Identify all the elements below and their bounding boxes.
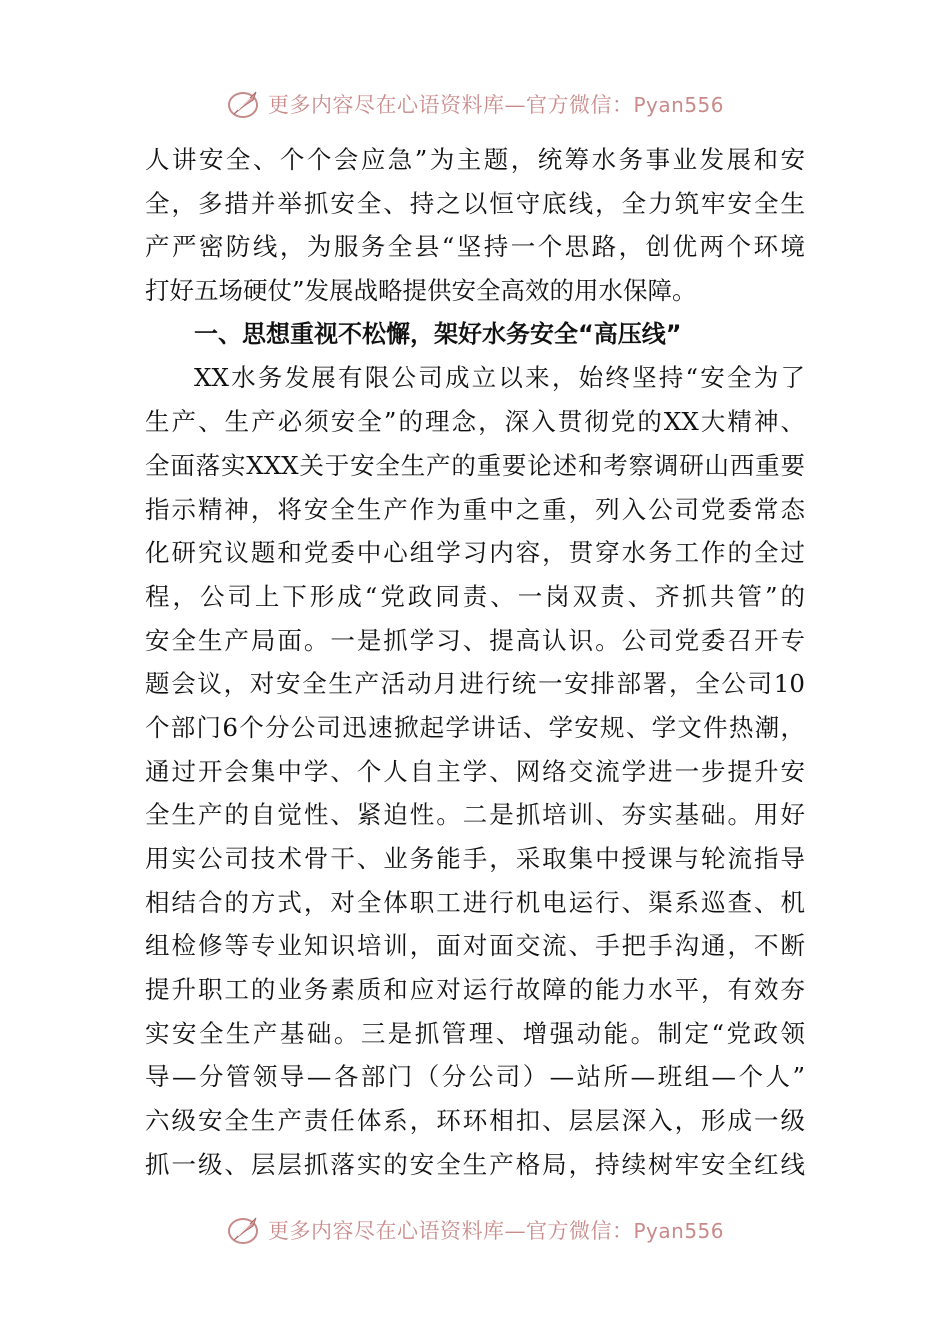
- document-body: [145, 138, 805, 1187]
- paragraph-line: 全生产的自觉性、紧迫性。二是抓培训、夯实基础。用好: [145, 800, 805, 830]
- paragraph-line: 用实公司技术骨干、业务能手，采取集中授课与轮流指导: [145, 844, 805, 873]
- watermark-footer: [0, 1210, 950, 1250]
- section-heading: 一、思想重视不松懈，架好水务安全“高压线”: [194, 319, 682, 348]
- paragraph-line: 程，公司上下形成“党政同责、一岗双责、齐抓共管”的: [145, 581, 805, 611]
- paragraph-line: 提升职工的业务素质和应对运行故障的能力水平，有效夯: [145, 975, 805, 1005]
- paragraph-line: 产严密防线，为服务全县“坚持一个思路，创优两个环境: [145, 232, 805, 262]
- paragraph-line: 个部门6个分公司迅速掀起学讲话、学安规、学文件热潮，: [145, 712, 805, 742]
- paragraph-line: 指示精神，将安全生产作为重中之重，列入公司党委常态: [145, 494, 805, 524]
- paragraph-line: 全，多措并举抓安全、持之以恒守底线，全力筑牢安全生: [145, 188, 805, 218]
- paragraph-line: 六级安全生产责任体系，环环相扣、层层深入，形成一级: [145, 1106, 805, 1136]
- paragraph-line: XX水务发展有限公司成立以来，始终坚持“安全为了: [194, 363, 805, 393]
- watermark-text: 更多内容尽在心语资料库—官方微信：Pyan556: [267, 93, 724, 117]
- paragraph-line: 导—分管领导—各部门（分公司）—站所—班组—个人”: [145, 1062, 805, 1092]
- paragraph-line: 通过开会集中学、个人自主学、网络交流学进一步提升安: [145, 756, 805, 786]
- quill-logo-icon: [226, 86, 262, 122]
- watermark-header: [0, 84, 950, 124]
- paragraph-line: 安全生产局面。一是抓学习、提高认识。公司党委召开专: [145, 625, 805, 655]
- paragraph-line: 抓一级、层层抓落实的安全生产格局，持续树牢安全红线: [145, 1149, 805, 1179]
- quill-logo-icon: [226, 1212, 262, 1248]
- paragraph-line: 组检修等专业知识培训，面对面交流、手把手沟通，不断: [145, 931, 805, 961]
- paragraph-line: 相结合的方式，对全体职工进行机电运行、渠系巡查、机: [145, 887, 805, 917]
- paragraph-line: 生产、生产必须安全”的理念，深入贯彻党的XX大精神、: [145, 407, 805, 437]
- paragraph-line: 人讲安全、个个会应急”为主题，统筹水务事业发展和安: [145, 145, 805, 174]
- paragraph-line: 题会议，对安全生产活动月进行统一安排部署，全公司10: [145, 669, 805, 699]
- paragraph-line: 全面落实XXX关于安全生产的重要论述和考察调研山西重要: [145, 450, 805, 480]
- paragraph-line: 实安全生产基础。三是抓管理、增强动能。制定“党政领: [145, 1018, 805, 1048]
- paragraph-line: 打好五场硬仗”发展战略提供安全高效的用水保障。: [145, 276, 697, 306]
- watermark-text: 更多内容尽在心语资料库—官方微信：Pyan556: [267, 1219, 724, 1243]
- paragraph-line: 化研究议题和党委中心组学习内容，贯穿水务工作的全过: [145, 538, 805, 568]
